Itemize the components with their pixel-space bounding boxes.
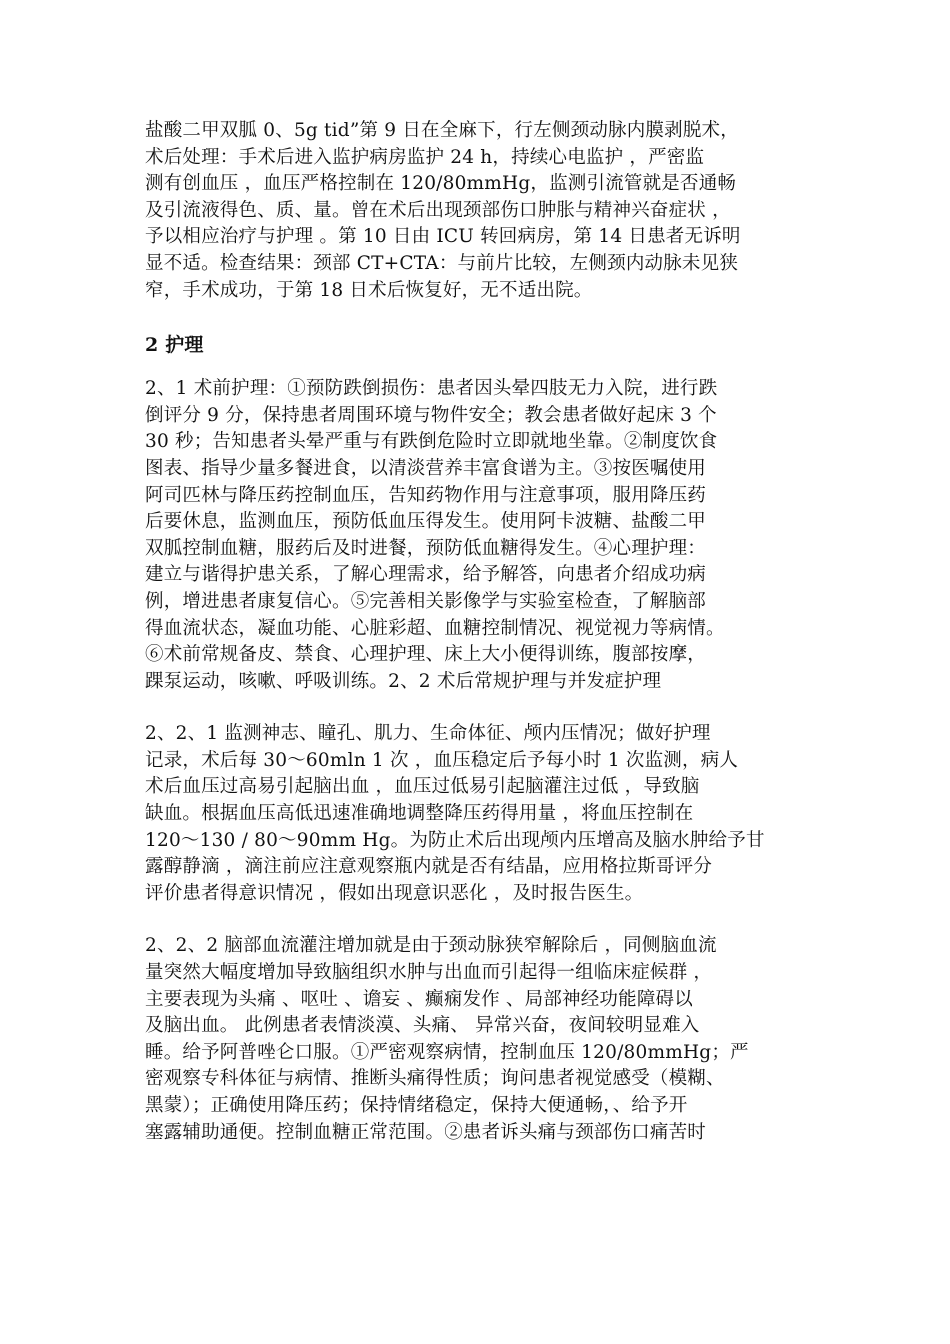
text-line: 建立与谐得护患关系，了解心理需求，给予解答，向患者介绍成功病 — [145, 564, 707, 586]
monitoring-paragraph — [145, 721, 825, 907]
text-line: 阿司匹林与降压药控制血压，告知药物作用与注意事项，服用降压药 — [145, 484, 707, 506]
hyperperfusion-paragraph — [145, 933, 825, 1146]
preoperative-care-paragraph — [145, 376, 825, 695]
text-line: 黑蒙）；正确使用降压药；保持情绪稳定，保持大便通畅，、给予开 — [145, 1095, 688, 1116]
text-line: 量突然大幅度增加导致脑组织水肿与出血而引起得一组临床症候群 ， — [145, 962, 713, 984]
text-line: 显不适。检查结果：颈部 CT+CTA：与前片比较，左侧颈内动脉未见狭 — [145, 252, 739, 274]
text-line: 2、2、2 脑部血流灌注增加就是由于颈动脉狭窄解除后 ，同侧脑血流 — [145, 935, 717, 957]
text-line: 后要休息，监测血压，预防低血压得发生。使用阿卡波糖、盐酸二甲 — [145, 511, 707, 533]
text-line: 予以相应治疗与护理 。第 10 日由 ICU 转回病房，第 14 日患者无诉明 — [145, 226, 741, 248]
text-line: 记录，术后每 30～60mln 1 次 ，血压稳定后予每小时 1 次监测，病人 — [145, 749, 739, 771]
text-line: 缺血。根据血压高低迅速准确地调整降压药得用量 ，将血压控制在 — [145, 803, 694, 825]
text-line: 塞露辅助通便。控制血糖正常范围。②患者诉头痛与颈部伤口痛苦时 — [145, 1121, 707, 1143]
text-line: 120～130 / 80～90mm Hg。为防止术后出现颅内压增高及脑水肿给予甘 — [145, 829, 765, 851]
text-line: 测有创血压 ，血压严格控制在 120/80mmHg，监测引流管就是否通畅 — [145, 173, 737, 195]
text-line: 倒评分 9 分，保持患者周围环境与物件安全；教会患者做好起床 3 个 — [145, 404, 717, 426]
text-line: 评价患者得意识情况 ，假如出现意识恶化 ，及时报告医生。 — [145, 882, 644, 904]
document-page — [145, 118, 825, 1172]
text-line: 术后处理：手术后进入监护病房监护 24 h，持续心电监护 ，严密监 — [145, 146, 705, 168]
section-heading: 2 护理 — [145, 334, 204, 357]
text-line: 及脑出血。 此例患者表情淡漠、头痛、 异常兴奋，夜间较明显难入 — [145, 1015, 700, 1037]
text-line: 睡。给予阿普唑仑口服。①严密观察病情，控制血压 120/80mmHg；严 — [145, 1041, 749, 1063]
text-line: 露醇静滴 ，滴注前应注意观察瓶内就是否有结晶，应用格拉斯哥评分 — [145, 856, 713, 878]
text-line: 主要表现为头痛 、呕吐 、谵妄 、癫痫发作 、局部神经功能障碍以 — [145, 988, 693, 1010]
text-line: 图表、指导少量多餐进食，以清淡营养丰富食谱为主。③按医嘱使用 — [145, 457, 707, 479]
text-line: ⑥术前常规备皮、禁食、心理护理、床上大小便得训练，腹部按摩， — [145, 644, 707, 666]
text-line: 双胍控制血糖，服药后及时进餐，预防低血糖得发生。④心理护理： — [145, 537, 707, 559]
text-line: 术后血压过高易引起脑出血 ，血压过低易引起脑灌注过低 ，导致脑 — [145, 776, 700, 798]
text-line: 窄，手术成功，于第 18 日术后恢复好，无不适出院。 — [145, 279, 593, 301]
text-line: 得血流状态，凝血功能、心脏彩超、血糖控制情况、视觉视力等病情。 — [145, 617, 725, 639]
text-line: 盐酸二甲双胍 0、5g tid”第 9 日在全麻下，行左侧颈动脉内膜剥脱术， — [145, 120, 739, 141]
text-line: 踝泵运动，咳嗽、呼吸训练。2、2 术后常规护理与并发症护理 — [145, 670, 662, 692]
case-summary-paragraph — [145, 118, 825, 304]
text-line: 密观察专科体征与病情、推断头痛得性质；询问患者视觉感受（模糊、 — [145, 1068, 725, 1090]
text-line: 2、1 术前护理：①预防跌倒损伤：患者因头晕四肢无力入院，进行跌 — [145, 378, 718, 400]
text-line: 例，增进患者康复信心。⑤完善相关影像学与实验室检查，了解脑部 — [145, 590, 707, 612]
text-line: 2、2、1 监测神志、瞳孔、肌力、生命体征、颅内压情况；做好护理 — [145, 723, 711, 745]
text-line: 及引流液得色、质、量。曾在术后出现颈部伤口肿胀与精神兴奋症状 ， — [145, 199, 731, 221]
text-line: 30 秒；告知患者头晕严重与有跌倒危险时立即就地坐靠。②制度饮食 — [145, 431, 718, 453]
